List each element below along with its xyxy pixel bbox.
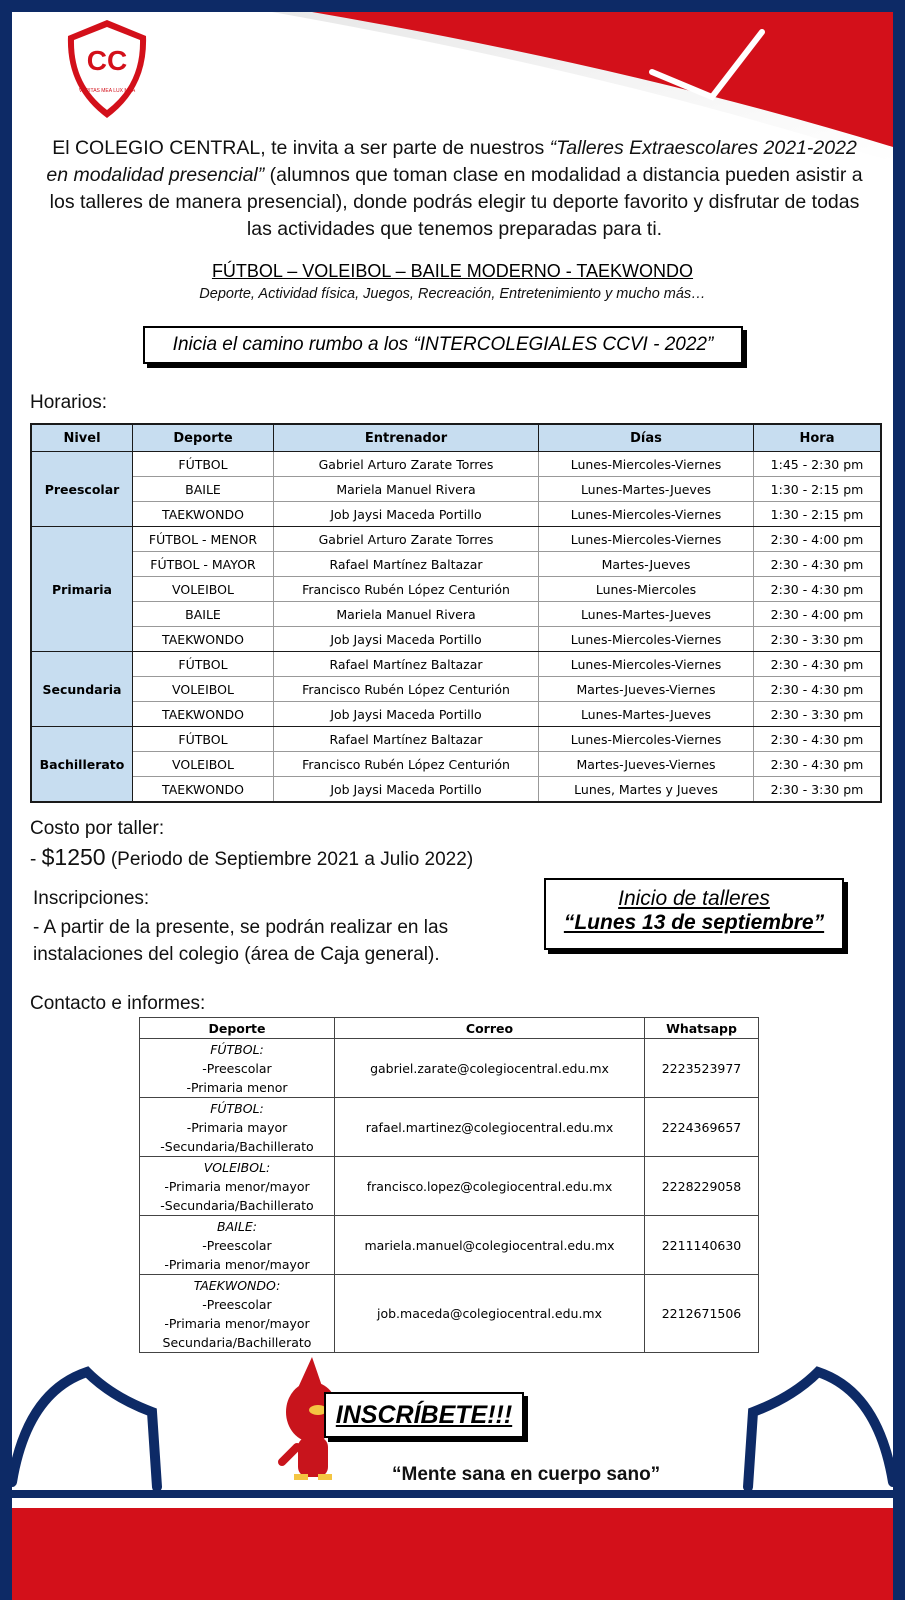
sport-cell: VOLEIBOL [133, 752, 274, 777]
email-cell[interactable]: gabriel.zarate@colegiocentral.edu.mx [335, 1039, 645, 1098]
time-cell: 1:30 - 2:15 pm [754, 502, 882, 527]
days-cell: Lunes-Miercoles-Viernes [539, 502, 754, 527]
table-row [140, 1098, 759, 1157]
inscribete-button[interactable]: INSCRÍBETE!!! [324, 1392, 524, 1438]
level-cell: Bachillerato [31, 727, 133, 803]
table-row [31, 477, 881, 502]
logo-motto: VERITAS MEA LUX MEA [78, 88, 136, 94]
level-line: -Preescolar [202, 1060, 272, 1076]
table-row [31, 552, 881, 577]
coach-cell: Job Jaysi Maceda Portillo [274, 627, 539, 652]
sport-levels-cell [140, 1275, 335, 1353]
time-cell: 2:30 - 4:30 pm [754, 652, 882, 677]
time-cell: 2:30 - 4:30 pm [754, 677, 882, 702]
cost-amount: $1250 [41, 844, 106, 870]
days-cell: Lunes-Miercoles-Viernes [539, 727, 754, 752]
contact-label: Contacto e informes: [30, 993, 206, 1014]
sport-levels-cell [140, 1157, 335, 1216]
cost-prefix: - [30, 849, 42, 870]
table-row [31, 577, 881, 602]
school-logo [64, 18, 150, 120]
schedule-table [30, 423, 882, 803]
table-row [31, 752, 881, 777]
sport-levels-cell [140, 1216, 335, 1275]
email-cell[interactable]: rafael.martinez@colegiocentral.edu.mx [335, 1098, 645, 1157]
coach-cell: Francisco Rubén López Centurión [274, 752, 539, 777]
sport-cell: VOLEIBOL [133, 677, 274, 702]
time-cell: 1:30 - 2:15 pm [754, 477, 882, 502]
inscripciones-body: - A partir de la presente, se podrán realizar en las instalaciones del colegio (área de Caja general). [33, 917, 449, 965]
intro-text-2: te invita a ser parte de nuestros [265, 137, 550, 159]
days-cell: Lunes-Miercoles-Viernes [539, 652, 754, 677]
days-cell: Lunes-Martes-Jueves [539, 702, 754, 727]
sport-name: TAEKWONDO: [193, 1277, 281, 1293]
level-line: -Secundaria/Bachillerato [160, 1197, 314, 1213]
cost-label: Costo por taller: [30, 818, 165, 839]
header-hora: Hora [754, 424, 882, 452]
table-row [31, 452, 881, 477]
days-cell: Martes-Jueves-Viernes [539, 752, 754, 777]
school-name: COLEGIO CENTRAL, [74, 137, 266, 159]
sports-line: FÚTBOL – VOLEIBOL – BAILE MODERNO - TAEKWONDO [211, 261, 694, 281]
sport-cell: TAEKWONDO [133, 702, 274, 727]
level-cell: Primaria [31, 527, 133, 652]
coach-cell: Job Jaysi Maceda Portillo [274, 777, 539, 803]
level-line: -Primaria menor/mayor [164, 1256, 310, 1272]
sport-cell: TAEKWONDO [133, 777, 274, 803]
coach-cell: Francisco Rubén López Centurión [274, 577, 539, 602]
contact-header-row [140, 1018, 759, 1039]
intro-text-3: (alumnos que toman clase en modalidad a distancia pueden asistir a los talleres de manera presencial), donde podrás elegir tu deporte favorito y disfrutar de todas las actividades que tenemos preparadas para ti. [49, 164, 863, 240]
sport-cell: FÚTBOL - MENOR [133, 527, 274, 552]
left-jersey-outline [12, 1372, 157, 1487]
motto: “Mente sana en cuerpo sano” [392, 1464, 661, 1485]
days-cell: Lunes-Miercoles [539, 577, 754, 602]
cost-line [30, 844, 473, 871]
sport-name: FÚTBOL: [210, 1041, 264, 1057]
slogan-box: Inicia el camino rumbo a los “INTERCOLEGIALES CCVI - 2022” [143, 326, 743, 364]
phone-cell[interactable]: 2223523977 [645, 1039, 759, 1098]
intro-italic: “Talleres Extraescolares 2021-2022 en modalidad presencial” [46, 137, 857, 186]
days-cell: Martes-Jueves [539, 552, 754, 577]
sport-cell: BAILE [133, 602, 274, 627]
level-cell: Preescolar [31, 452, 133, 527]
table-row [31, 602, 881, 627]
table-row [31, 652, 881, 677]
level-line: -Primaria menor [186, 1079, 288, 1095]
table-row [31, 677, 881, 702]
header-deporte: Deporte [140, 1018, 335, 1039]
level-line: -Primaria mayor [186, 1119, 288, 1135]
time-cell: 2:30 - 4:30 pm [754, 577, 882, 602]
sport-name: VOLEIBOL: [203, 1159, 271, 1175]
header-dias: Días [539, 424, 754, 452]
days-cell: Lunes-Miercoles-Viernes [539, 527, 754, 552]
table-row [31, 777, 881, 803]
coach-cell: Gabriel Arturo Zarate Torres [274, 452, 539, 477]
header-entrenador: Entrenador [274, 424, 539, 452]
header-deporte: Deporte [133, 424, 274, 452]
table-row [31, 627, 881, 652]
days-cell: Lunes, Martes y Jueves [539, 777, 754, 803]
coach-cell: Gabriel Arturo Zarate Torres [274, 527, 539, 552]
contact-table [139, 1017, 759, 1353]
level-line: -Primaria menor/mayor [164, 1178, 310, 1194]
phone-cell[interactable]: 2224369657 [645, 1098, 759, 1157]
sport-cell: FÚTBOL [133, 452, 274, 477]
phone-cell[interactable]: 2212671506 [645, 1275, 759, 1353]
level-line: -Primaria menor/mayor [164, 1315, 310, 1331]
sport-cell: FÚTBOL [133, 727, 274, 752]
table-row [140, 1039, 759, 1098]
sport-cell: BAILE [133, 477, 274, 502]
email-cell[interactable]: francisco.lopez@colegiocentral.edu.mx [335, 1157, 645, 1216]
coach-cell: Mariela Manuel Rivera [274, 602, 539, 627]
inscripciones-title: Inscripciones: [33, 888, 150, 909]
time-cell: 2:30 - 4:30 pm [754, 552, 882, 577]
table-row [140, 1216, 759, 1275]
days-cell: Lunes-Martes-Jueves [539, 477, 754, 502]
intro-paragraph [42, 135, 867, 243]
sport-cell: FÚTBOL [133, 652, 274, 677]
level-line: -Preescolar [202, 1237, 272, 1253]
sport-name: BAILE: [217, 1218, 257, 1234]
table-row [140, 1157, 759, 1216]
coach-cell: Job Jaysi Maceda Portillo [274, 502, 539, 527]
header-whatsapp: Whatsapp [645, 1018, 759, 1039]
level-line: -Preescolar [202, 1296, 272, 1312]
phone-cell[interactable]: 2211140630 [645, 1216, 759, 1275]
right-jersey-outline [748, 1372, 893, 1487]
days-cell: Lunes-Miercoles-Viernes [539, 627, 754, 652]
table-row [31, 727, 881, 752]
logo-letters: CC [86, 45, 128, 76]
time-cell: 2:30 - 3:30 pm [754, 777, 882, 803]
footer-band [12, 1508, 893, 1600]
footer-stripe [12, 1490, 893, 1498]
sport-name: FÚTBOL: [210, 1100, 264, 1116]
time-cell: 2:30 - 3:30 pm [754, 627, 882, 652]
coach-cell: Job Jaysi Maceda Portillo [274, 702, 539, 727]
level-line: Secundaria/Bachillerato [162, 1334, 312, 1350]
coach-cell: Mariela Manuel Rivera [274, 477, 539, 502]
header-correo: Correo [335, 1018, 645, 1039]
phone-cell[interactable]: 2228229058 [645, 1157, 759, 1216]
time-cell: 2:30 - 4:00 pm [754, 527, 882, 552]
sport-cell: TAEKWONDO [133, 627, 274, 652]
days-cell: Lunes-Martes-Jueves [539, 602, 754, 627]
start-date: “Lunes 13 de septiembre” [563, 911, 825, 934]
table-row [31, 502, 881, 527]
table-row [31, 527, 881, 552]
sport-cell: TAEKWONDO [133, 502, 274, 527]
horarios-label: Horarios: [30, 392, 108, 413]
start-date-box [544, 878, 844, 950]
time-cell: 2:30 - 4:30 pm [754, 752, 882, 777]
sport-levels-cell [140, 1039, 335, 1098]
time-cell: 2:30 - 3:30 pm [754, 702, 882, 727]
tagline: Deporte, Actividad física, Juegos, Recreación, Entretenimiento y mucho más… [199, 286, 706, 302]
coach-cell: Rafael Martínez Baltazar [274, 552, 539, 577]
email-cell[interactable]: job.maceda@colegiocentral.edu.mx [335, 1275, 645, 1353]
coach-cell: Rafael Martínez Baltazar [274, 652, 539, 677]
time-cell: 2:30 - 4:00 pm [754, 602, 882, 627]
email-cell[interactable]: mariela.manuel@colegiocentral.edu.mx [335, 1216, 645, 1275]
time-cell: 1:45 - 2:30 pm [754, 452, 882, 477]
days-cell: Lunes-Miercoles-Viernes [539, 452, 754, 477]
level-line: -Secundaria/Bachillerato [160, 1138, 314, 1154]
days-cell: Martes-Jueves-Viernes [539, 677, 754, 702]
sport-levels-cell [140, 1098, 335, 1157]
header-nivel: Nivel [31, 424, 133, 452]
table-row [31, 702, 881, 727]
sport-cell: VOLEIBOL [133, 577, 274, 602]
table-row [140, 1275, 759, 1353]
sport-cell: FÚTBOL - MAYOR [133, 552, 274, 577]
cost-period: (Periodo de Septiembre 2021 a Julio 2022) [105, 849, 474, 870]
start-title: Inicio de talleres [618, 887, 770, 910]
level-cell: Secundaria [31, 652, 133, 727]
coach-cell: Rafael Martínez Baltazar [274, 727, 539, 752]
time-cell: 2:30 - 4:30 pm [754, 727, 882, 752]
intro-text-1: El [52, 137, 75, 159]
coach-cell: Francisco Rubén López Centurión [274, 677, 539, 702]
schedule-header-row [31, 424, 881, 452]
